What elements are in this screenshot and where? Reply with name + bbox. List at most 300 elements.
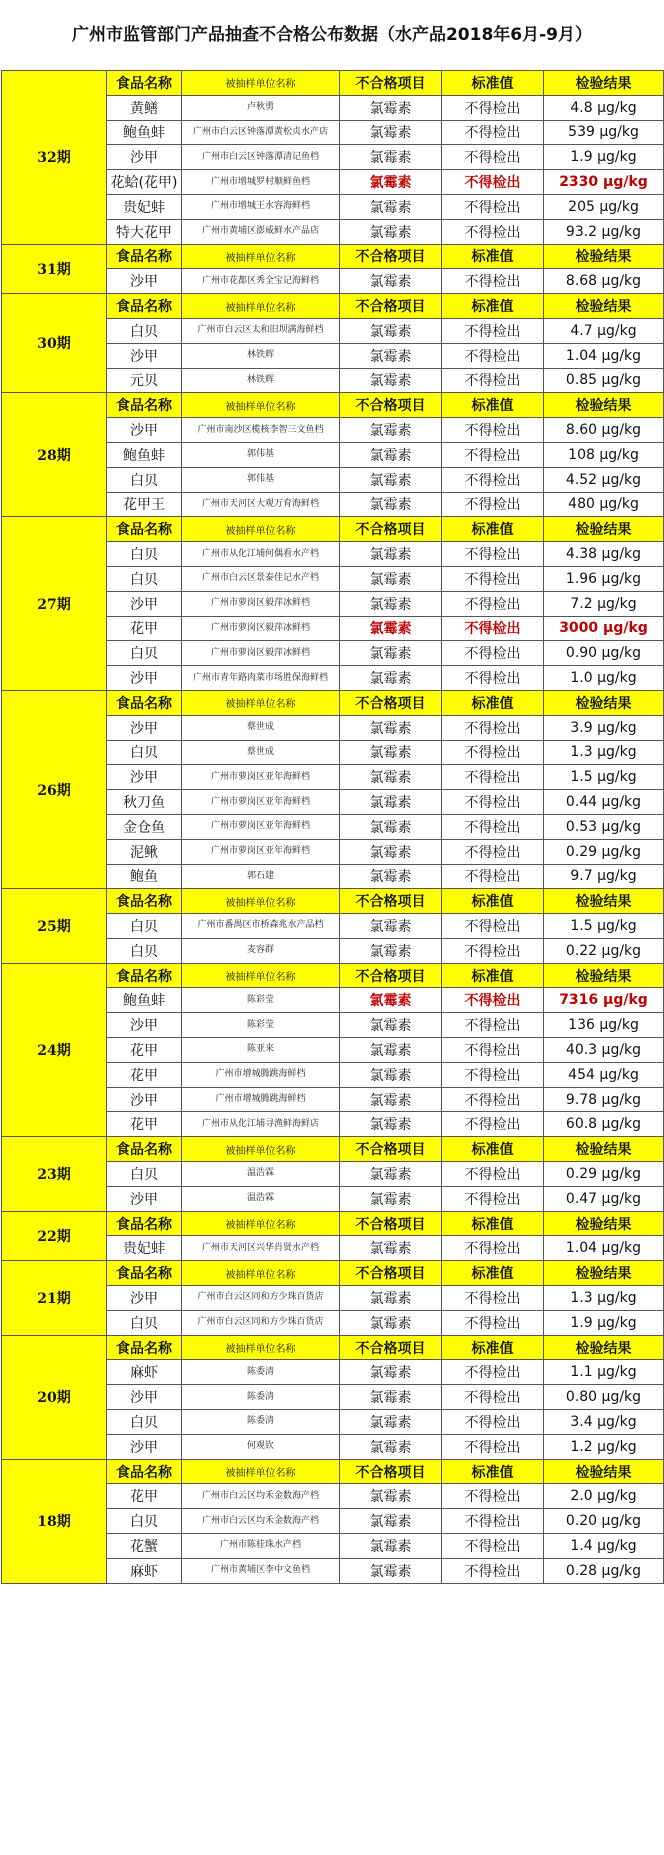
test-result-cell: 0.20 μg/kg [544, 1509, 664, 1534]
food-name-cell: 麻虾 [107, 1360, 182, 1385]
test-result-cell: 108 μg/kg [544, 442, 664, 467]
sampled-unit-cell: 温浩霖 [182, 1162, 340, 1187]
food-name-cell: 秋刀鱼 [107, 790, 182, 815]
header-result: 检验结果 [544, 963, 664, 988]
header-unit: 被抽样单位名称 [182, 393, 340, 418]
failed-item-cell: 氯霉素 [340, 170, 442, 195]
test-result-cell: 136 μg/kg [544, 1013, 664, 1038]
test-result-cell: 93.2 μg/kg [544, 219, 664, 244]
standard-value-cell: 不得检出 [442, 715, 544, 740]
test-result-cell: 480 μg/kg [544, 492, 664, 517]
header-food: 食品名称 [107, 690, 182, 715]
header-food: 食品名称 [107, 1261, 182, 1286]
header-unit: 被抽样单位名称 [182, 963, 340, 988]
food-name-cell: 沙甲 [107, 1013, 182, 1038]
header-unit: 被抽样单位名称 [182, 889, 340, 914]
failed-item-cell: 氯霉素 [340, 1013, 442, 1038]
test-result-cell: 7316 μg/kg [544, 988, 664, 1013]
food-name-cell: 贵妃蚌 [107, 194, 182, 219]
test-result-cell: 1.0 μg/kg [544, 666, 664, 691]
sampled-unit-cell: 广州市白云区同和方少珠百货店 [182, 1286, 340, 1311]
failed-item-cell: 氯霉素 [340, 1509, 442, 1534]
failed-item-cell: 氯霉素 [340, 988, 442, 1013]
standard-value-cell: 不得检出 [442, 1236, 544, 1261]
standard-value-cell: 不得检出 [442, 467, 544, 492]
food-name-cell: 鲍鱼蚌 [107, 442, 182, 467]
test-result-cell: 0.80 μg/kg [544, 1385, 664, 1410]
standard-value-cell: 不得检出 [442, 442, 544, 467]
results-table-body [2, 71, 664, 1584]
standard-value-cell: 不得检出 [442, 1534, 544, 1559]
test-result-cell: 1.3 μg/kg [544, 1286, 664, 1311]
results-table [1, 70, 664, 1584]
standard-value-cell: 不得检出 [442, 1013, 544, 1038]
header-standard: 标准值 [442, 1137, 544, 1162]
standard-value-cell: 不得检出 [442, 542, 544, 567]
standard-value-cell: 不得检出 [442, 1087, 544, 1112]
test-result-cell: 40.3 μg/kg [544, 1038, 664, 1063]
header-item: 不合格项目 [340, 889, 442, 914]
header-result: 检验结果 [544, 1211, 664, 1236]
header-standard: 标准值 [442, 889, 544, 914]
header-standard: 标准值 [442, 393, 544, 418]
period-label: 20期 [2, 1335, 107, 1459]
standard-value-cell: 不得检出 [442, 318, 544, 343]
failed-item-cell: 氯霉素 [340, 343, 442, 368]
standard-value-cell: 不得检出 [442, 790, 544, 815]
standard-value-cell: 不得检出 [442, 368, 544, 393]
header-row [2, 517, 664, 542]
test-result-cell: 1.5 μg/kg [544, 914, 664, 939]
sampled-unit-cell: 郭伟基 [182, 467, 340, 492]
food-name-cell: 花甲 [107, 1112, 182, 1137]
standard-value-cell: 不得检出 [442, 1186, 544, 1211]
failed-item-cell: 氯霉素 [340, 368, 442, 393]
header-food: 食品名称 [107, 244, 182, 269]
header-unit: 被抽样单位名称 [182, 690, 340, 715]
test-result-cell: 539 μg/kg [544, 120, 664, 145]
failed-item-cell: 氯霉素 [340, 194, 442, 219]
standard-value-cell: 不得检出 [442, 1558, 544, 1583]
failed-item-cell: 氯霉素 [340, 318, 442, 343]
test-result-cell: 0.47 μg/kg [544, 1186, 664, 1211]
failed-item-cell: 氯霉素 [340, 666, 442, 691]
header-standard: 标准值 [442, 244, 544, 269]
sampled-unit-cell: 广州市天河区兴华肖贤水产档 [182, 1236, 340, 1261]
food-name-cell: 白贝 [107, 914, 182, 939]
header-row [2, 1459, 664, 1484]
sampled-unit-cell: 广州市萝岗区亚年海鲜档 [182, 765, 340, 790]
failed-item-cell: 氯霉素 [340, 864, 442, 889]
header-standard: 标准值 [442, 963, 544, 988]
sampled-unit-cell: 广州市萝岗区毅萍冰鲜档 [182, 591, 340, 616]
sampled-unit-cell: 广州市增城腾跳海鲜档 [182, 1062, 340, 1087]
header-row [2, 963, 664, 988]
period-label: 27期 [2, 517, 107, 691]
sampled-unit-cell: 何观钦 [182, 1434, 340, 1459]
failed-item-cell: 氯霉素 [340, 467, 442, 492]
standard-value-cell: 不得检出 [442, 194, 544, 219]
header-standard: 标准值 [442, 1211, 544, 1236]
failed-item-cell: 氯霉素 [340, 616, 442, 641]
failed-item-cell: 氯霉素 [340, 269, 442, 294]
header-unit: 被抽样单位名称 [182, 244, 340, 269]
period-label: 31期 [2, 244, 107, 294]
failed-item-cell: 氯霉素 [340, 1162, 442, 1187]
test-result-cell: 4.8 μg/kg [544, 95, 664, 120]
period-label: 25期 [2, 889, 107, 963]
failed-item-cell: 氯霉素 [340, 591, 442, 616]
sampled-unit-cell: 卢秋勇 [182, 95, 340, 120]
food-name-cell: 沙甲 [107, 145, 182, 170]
food-name-cell: 沙甲 [107, 343, 182, 368]
header-food: 食品名称 [107, 517, 182, 542]
sampled-unit-cell: 蔡世成 [182, 715, 340, 740]
food-name-cell: 白贝 [107, 318, 182, 343]
standard-value-cell: 不得检出 [442, 418, 544, 443]
sampled-unit-cell: 广州市增城罗村顺鲜鱼档 [182, 170, 340, 195]
standard-value-cell: 不得检出 [442, 1062, 544, 1087]
test-result-cell: 0.29 μg/kg [544, 1162, 664, 1187]
test-result-cell: 205 μg/kg [544, 194, 664, 219]
header-row [2, 1261, 664, 1286]
sampled-unit-cell: 陈彩莹 [182, 1013, 340, 1038]
standard-value-cell: 不得检出 [442, 938, 544, 963]
failed-item-cell: 氯霉素 [340, 1236, 442, 1261]
test-result-cell: 1.04 μg/kg [544, 343, 664, 368]
failed-item-cell: 氯霉素 [340, 1112, 442, 1137]
food-name-cell: 花蟹 [107, 1534, 182, 1559]
test-result-cell: 3.4 μg/kg [544, 1410, 664, 1435]
food-name-cell: 沙甲 [107, 591, 182, 616]
header-standard: 标准值 [442, 1335, 544, 1360]
failed-item-cell: 氯霉素 [340, 1087, 442, 1112]
sampled-unit-cell: 广州市白云区均禾金数海产档 [182, 1509, 340, 1534]
food-name-cell: 沙甲 [107, 666, 182, 691]
failed-item-cell: 氯霉素 [340, 641, 442, 666]
header-row [2, 690, 664, 715]
header-food: 食品名称 [107, 1335, 182, 1360]
food-name-cell: 白贝 [107, 1162, 182, 1187]
header-result: 检验结果 [544, 1459, 664, 1484]
standard-value-cell: 不得检出 [442, 492, 544, 517]
header-item: 不合格项目 [340, 963, 442, 988]
header-food: 食品名称 [107, 963, 182, 988]
food-name-cell: 白贝 [107, 566, 182, 591]
header-result: 检验结果 [544, 1261, 664, 1286]
sampled-unit-cell: 林铁辉 [182, 343, 340, 368]
header-item: 不合格项目 [340, 1335, 442, 1360]
header-food: 食品名称 [107, 889, 182, 914]
period-label: 24期 [2, 963, 107, 1137]
failed-item-cell: 氯霉素 [340, 814, 442, 839]
sampled-unit-cell: 广州市萝岗区亚年海鲜档 [182, 839, 340, 864]
header-food: 食品名称 [107, 1211, 182, 1236]
failed-item-cell: 氯霉素 [340, 219, 442, 244]
header-item: 不合格项目 [340, 71, 442, 96]
food-name-cell: 花甲 [107, 1484, 182, 1509]
header-result: 检验结果 [544, 393, 664, 418]
sampled-unit-cell: 广州市白云区太和旧坝满海鲜档 [182, 318, 340, 343]
header-food: 食品名称 [107, 71, 182, 96]
food-name-cell: 沙甲 [107, 1087, 182, 1112]
period-label: 21期 [2, 1261, 107, 1335]
header-unit: 被抽样单位名称 [182, 294, 340, 319]
header-item: 不合格项目 [340, 1261, 442, 1286]
header-item: 不合格项目 [340, 1459, 442, 1484]
test-result-cell: 1.04 μg/kg [544, 1236, 664, 1261]
food-name-cell: 白贝 [107, 740, 182, 765]
standard-value-cell: 不得检出 [442, 839, 544, 864]
header-item: 不合格项目 [340, 294, 442, 319]
test-result-cell: 2.0 μg/kg [544, 1484, 664, 1509]
header-row [2, 294, 664, 319]
header-unit: 被抽样单位名称 [182, 517, 340, 542]
sampled-unit-cell: 麦容群 [182, 938, 340, 963]
food-name-cell: 沙甲 [107, 1286, 182, 1311]
standard-value-cell: 不得检出 [442, 1360, 544, 1385]
food-name-cell: 鲍鱼蚌 [107, 120, 182, 145]
test-result-cell: 0.90 μg/kg [544, 641, 664, 666]
standard-value-cell: 不得检出 [442, 120, 544, 145]
food-name-cell: 贵妃蚌 [107, 1236, 182, 1261]
header-unit: 被抽样单位名称 [182, 71, 340, 96]
header-food: 食品名称 [107, 393, 182, 418]
standard-value-cell: 不得检出 [442, 1310, 544, 1335]
failed-item-cell: 氯霉素 [340, 542, 442, 567]
header-food: 食品名称 [107, 1137, 182, 1162]
period-label: 26期 [2, 690, 107, 888]
failed-item-cell: 氯霉素 [340, 790, 442, 815]
food-name-cell: 元贝 [107, 368, 182, 393]
food-name-cell: 白贝 [107, 542, 182, 567]
period-label: 18期 [2, 1459, 107, 1583]
standard-value-cell: 不得检出 [442, 1509, 544, 1534]
header-unit: 被抽样单位名称 [182, 1137, 340, 1162]
sampled-unit-cell: 广州市天河区大观万育海鲜档 [182, 492, 340, 517]
test-result-cell: 454 μg/kg [544, 1062, 664, 1087]
test-result-cell: 2330 μg/kg [544, 170, 664, 195]
sampled-unit-cell: 林铁辉 [182, 368, 340, 393]
test-result-cell: 1.96 μg/kg [544, 566, 664, 591]
test-result-cell: 1.9 μg/kg [544, 145, 664, 170]
test-result-cell: 9.78 μg/kg [544, 1087, 664, 1112]
header-row [2, 393, 664, 418]
food-name-cell: 白贝 [107, 641, 182, 666]
sampled-unit-cell: 郭伟基 [182, 442, 340, 467]
failed-item-cell: 氯霉素 [340, 1286, 442, 1311]
sampled-unit-cell: 广州市南沙区榄核李智三文鱼档 [182, 418, 340, 443]
food-name-cell: 沙甲 [107, 765, 182, 790]
standard-value-cell: 不得检出 [442, 864, 544, 889]
sampled-unit-cell: 陈彩莹 [182, 988, 340, 1013]
header-result: 检验结果 [544, 71, 664, 96]
sampled-unit-cell: 广州市萝岗区亚年海鲜档 [182, 814, 340, 839]
standard-value-cell: 不得检出 [442, 95, 544, 120]
header-result: 检验结果 [544, 690, 664, 715]
sampled-unit-cell: 广州市白云区钟落潭黄松贞水产店 [182, 120, 340, 145]
sampled-unit-cell: 温浩霖 [182, 1186, 340, 1211]
failed-item-cell: 氯霉素 [340, 1385, 442, 1410]
test-result-cell: 1.4 μg/kg [544, 1534, 664, 1559]
standard-value-cell: 不得检出 [442, 988, 544, 1013]
food-name-cell: 花甲 [107, 1062, 182, 1087]
sampled-unit-cell: 广州市番禺区市桥森兆水产品档 [182, 914, 340, 939]
header-standard: 标准值 [442, 294, 544, 319]
food-name-cell: 沙甲 [107, 269, 182, 294]
standard-value-cell: 不得检出 [442, 914, 544, 939]
sampled-unit-cell: 广州市黄埔区李中文鱼档 [182, 1558, 340, 1583]
header-item: 不合格项目 [340, 690, 442, 715]
sampled-unit-cell: 广州市白云区钟落潭清记鱼档 [182, 145, 340, 170]
sampled-unit-cell: 广州市从化江埔何偶看水产档 [182, 542, 340, 567]
test-result-cell: 1.1 μg/kg [544, 1360, 664, 1385]
header-result: 检验结果 [544, 889, 664, 914]
standard-value-cell: 不得检出 [442, 591, 544, 616]
food-name-cell: 鲍鱼 [107, 864, 182, 889]
sampled-unit-cell: 广州市白云区景泰佳记水产档 [182, 566, 340, 591]
header-item: 不合格项目 [340, 1137, 442, 1162]
failed-item-cell: 氯霉素 [340, 442, 442, 467]
test-result-cell: 4.7 μg/kg [544, 318, 664, 343]
header-unit: 被抽样单位名称 [182, 1261, 340, 1286]
food-name-cell: 白贝 [107, 1310, 182, 1335]
header-result: 检验结果 [544, 517, 664, 542]
standard-value-cell: 不得检出 [442, 814, 544, 839]
failed-item-cell: 氯霉素 [340, 1434, 442, 1459]
sampled-unit-cell: 广州市萝岗区毅萍冰鲜档 [182, 616, 340, 641]
test-result-cell: 4.38 μg/kg [544, 542, 664, 567]
header-result: 检验结果 [544, 1137, 664, 1162]
header-row [2, 889, 664, 914]
failed-item-cell: 氯霉素 [340, 740, 442, 765]
standard-value-cell: 不得检出 [442, 1434, 544, 1459]
failed-item-cell: 氯霉素 [340, 715, 442, 740]
sampled-unit-cell: 广州市花都区秀全宝记海鲜档 [182, 269, 340, 294]
header-item: 不合格项目 [340, 244, 442, 269]
test-result-cell: 4.52 μg/kg [544, 467, 664, 492]
failed-item-cell: 氯霉素 [340, 1534, 442, 1559]
sampled-unit-cell: 广州市青年路肉菜市场胜保海鲜档 [182, 666, 340, 691]
page-title: 广州市监管部门产品抽查不合格公布数据（水产品2018年6月-9月） [71, 25, 593, 45]
food-name-cell: 花甲 [107, 616, 182, 641]
sampled-unit-cell: 广州市增城王水容海鲜档 [182, 194, 340, 219]
standard-value-cell: 不得检出 [442, 641, 544, 666]
sampled-unit-cell: 广州市陈桂珠水产档 [182, 1534, 340, 1559]
header-standard: 标准值 [442, 690, 544, 715]
standard-value-cell: 不得检出 [442, 566, 544, 591]
food-name-cell: 白贝 [107, 1509, 182, 1534]
header-food: 食品名称 [107, 294, 182, 319]
food-name-cell: 花甲 [107, 1038, 182, 1063]
sampled-unit-cell: 广州市萝岗区毅萍冰鲜档 [182, 641, 340, 666]
sampled-unit-cell: 陈委清 [182, 1360, 340, 1385]
food-name-cell: 沙甲 [107, 1186, 182, 1211]
standard-value-cell: 不得检出 [442, 1484, 544, 1509]
standard-value-cell: 不得检出 [442, 1286, 544, 1311]
standard-value-cell: 不得检出 [442, 765, 544, 790]
header-row [2, 244, 664, 269]
header-unit: 被抽样单位名称 [182, 1335, 340, 1360]
test-result-cell: 0.22 μg/kg [544, 938, 664, 963]
sampled-unit-cell: 广州市萝岗区亚年海鲜档 [182, 790, 340, 815]
sampled-unit-cell: 广州市白云区均禾金数海产档 [182, 1484, 340, 1509]
sampled-unit-cell: 广州市黄埔区澎威鲜水产品店 [182, 219, 340, 244]
standard-value-cell: 不得检出 [442, 170, 544, 195]
failed-item-cell: 氯霉素 [340, 145, 442, 170]
failed-item-cell: 氯霉素 [340, 1310, 442, 1335]
standard-value-cell: 不得检出 [442, 1410, 544, 1435]
header-item: 不合格项目 [340, 517, 442, 542]
test-result-cell: 0.28 μg/kg [544, 1558, 664, 1583]
header-row [2, 1211, 664, 1236]
test-result-cell: 3000 μg/kg [544, 616, 664, 641]
food-name-cell: 泥鳅 [107, 839, 182, 864]
test-result-cell: 7.2 μg/kg [544, 591, 664, 616]
sampled-unit-cell: 陈亚来 [182, 1038, 340, 1063]
food-name-cell: 黄鳝 [107, 95, 182, 120]
test-result-cell: 1.2 μg/kg [544, 1434, 664, 1459]
failed-item-cell: 氯霉素 [340, 1062, 442, 1087]
standard-value-cell: 不得检出 [442, 740, 544, 765]
header-unit: 被抽样单位名称 [182, 1459, 340, 1484]
sampled-unit-cell: 蔡世成 [182, 740, 340, 765]
food-name-cell: 花蛤(花甲) [107, 170, 182, 195]
test-result-cell: 1.5 μg/kg [544, 765, 664, 790]
failed-item-cell: 氯霉素 [340, 765, 442, 790]
sampled-unit-cell: 广州市从化江埔寻渔鲜海鲜店 [182, 1112, 340, 1137]
failed-item-cell: 氯霉素 [340, 1484, 442, 1509]
food-name-cell: 沙甲 [107, 715, 182, 740]
header-standard: 标准值 [442, 517, 544, 542]
food-name-cell: 特大花甲 [107, 219, 182, 244]
standard-value-cell: 不得检出 [442, 1038, 544, 1063]
standard-value-cell: 不得检出 [442, 145, 544, 170]
header-row [2, 71, 664, 96]
header-standard: 标准值 [442, 71, 544, 96]
period-label: 32期 [2, 71, 107, 245]
food-name-cell: 金仓鱼 [107, 814, 182, 839]
failed-item-cell: 氯霉素 [340, 418, 442, 443]
standard-value-cell: 不得检出 [442, 666, 544, 691]
food-name-cell: 白贝 [107, 1410, 182, 1435]
header-unit: 被抽样单位名称 [182, 1211, 340, 1236]
header-standard: 标准值 [442, 1459, 544, 1484]
test-result-cell: 8.60 μg/kg [544, 418, 664, 443]
failed-item-cell: 氯霉素 [340, 938, 442, 963]
food-name-cell: 白贝 [107, 467, 182, 492]
food-name-cell: 沙甲 [107, 1385, 182, 1410]
failed-item-cell: 氯霉素 [340, 492, 442, 517]
test-result-cell: 9.7 μg/kg [544, 864, 664, 889]
failed-item-cell: 氯霉素 [340, 120, 442, 145]
header-result: 检验结果 [544, 244, 664, 269]
sampled-unit-cell: 广州市白云区同和方少珠百货店 [182, 1310, 340, 1335]
standard-value-cell: 不得检出 [442, 1112, 544, 1137]
standard-value-cell: 不得检出 [442, 1162, 544, 1187]
sampled-unit-cell: 郭石建 [182, 864, 340, 889]
header-result: 检验结果 [544, 294, 664, 319]
food-name-cell: 鲍鱼蚌 [107, 988, 182, 1013]
sampled-unit-cell: 陈委清 [182, 1410, 340, 1435]
header-food: 食品名称 [107, 1459, 182, 1484]
failed-item-cell: 氯霉素 [340, 95, 442, 120]
test-result-cell: 0.44 μg/kg [544, 790, 664, 815]
failed-item-cell: 氯霉素 [340, 1558, 442, 1583]
test-result-cell: 1.9 μg/kg [544, 1310, 664, 1335]
header-result: 检验结果 [544, 1335, 664, 1360]
test-result-cell: 0.53 μg/kg [544, 814, 664, 839]
